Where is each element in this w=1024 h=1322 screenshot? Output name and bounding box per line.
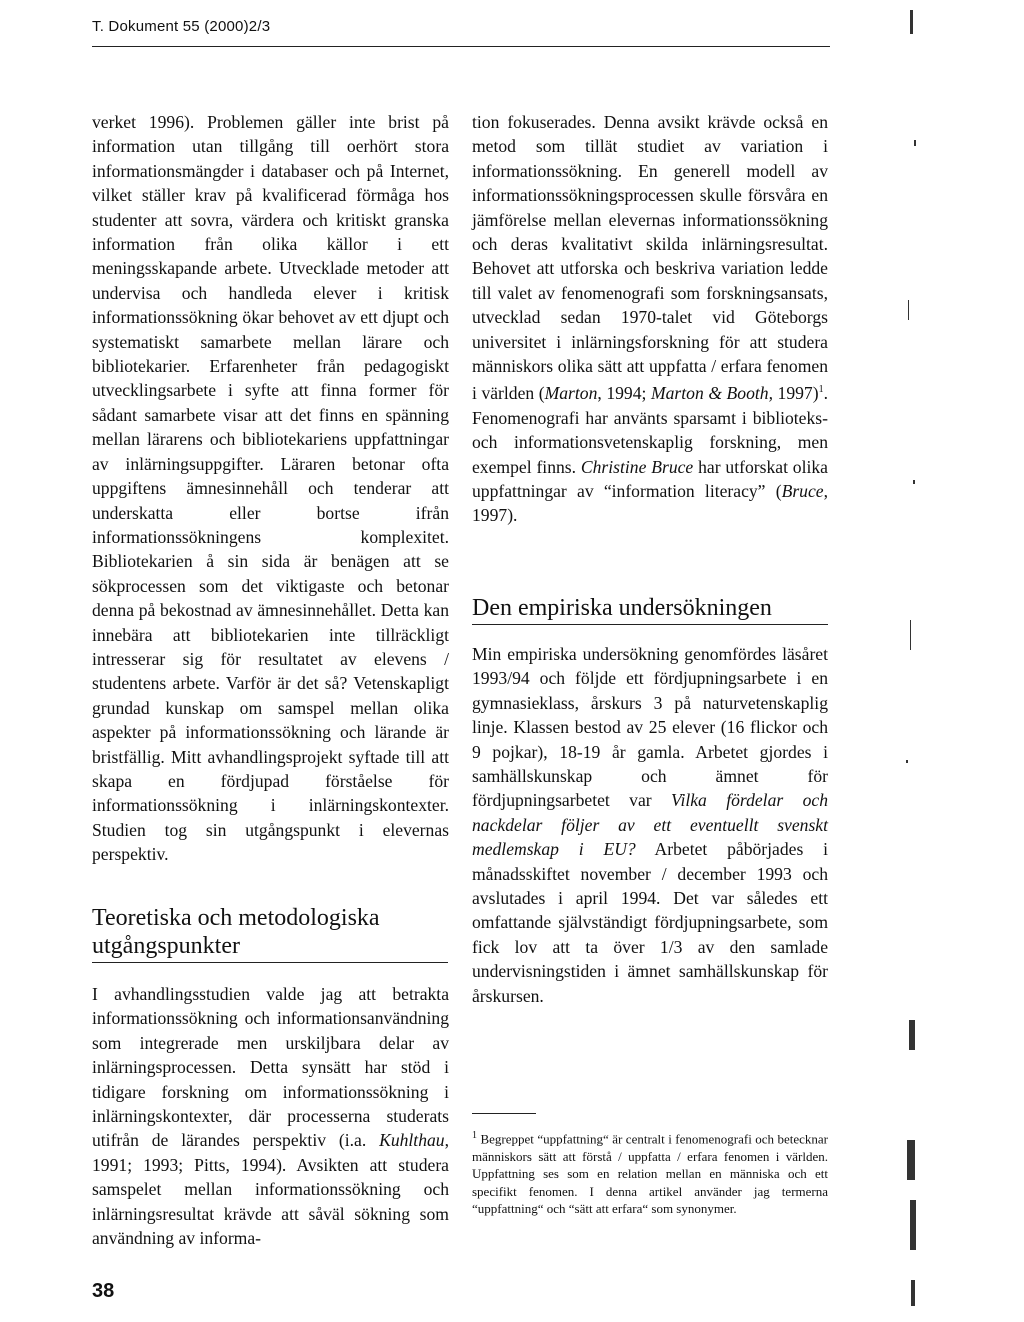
running-head: T. Dokument 55 (2000)2/3 xyxy=(92,18,271,35)
section-heading-rule xyxy=(472,624,828,625)
text-run: I avhandlingsstudien valde jag att betrakta informationssökning och informationsanvändning som integrerade men urskiljbara delar av inlärningsprocessen. Detta synsätt har stöd i tidigare forskning om informationssökning i inlärningskontexter, där processerna studerats utifrån de lärandes perspektiv (i.a. xyxy=(92,984,449,1151)
footnote xyxy=(472,1127,828,1218)
footnote-marker: 1 xyxy=(472,1130,477,1141)
right-column-paragraph-2 xyxy=(472,642,828,1008)
text-run: Arbetet påbörjades i månadsskiftet november / december 1993 och avslutades i april 1994. Det var således ett omfattande självständigt fördjupningsarbete, som fick lov att ta över 1/3 av den samlade undervisningstiden i ämnet samhällskunskap för årskursen. xyxy=(472,839,829,1006)
scan-edge-artifacts xyxy=(880,0,940,1322)
section-heading-rule xyxy=(92,962,448,963)
text-run: , 1991; 1993; Pitts, 1994). Avsikten att studera samspelet mellan informationssökning och inlärningsresultat krävde att såväl sökning som användning av informa- xyxy=(92,1130,449,1249)
text-run: . Fenomenografi har använts sparsamt i biblioteks- och informationsvetenskaplig forskning, men exempel finns. xyxy=(472,383,828,477)
citation-author: Marton xyxy=(544,383,598,404)
text-run: , 1997). xyxy=(472,480,828,526)
text-run: 1997) xyxy=(772,383,819,404)
citation-author: Christine Bruce xyxy=(580,456,694,477)
footnote-text: Begreppet “uppfattning“ är centralt i fenomenografi och betecknar människors sätt att förstå / uppfatta / erfara fenomen i världen. Uppfattning ses som en relation mellan en människa och ett specifikt fenomen. I denna artikel använder jag termerna “uppfattning“ och “sätt att erfara“ som synonymer. xyxy=(472,1131,828,1217)
right-column-paragraph-1 xyxy=(472,110,828,528)
citation-author: Bruce xyxy=(781,480,824,501)
page-number: 38 xyxy=(92,1280,115,1302)
text-run: , 1994; xyxy=(597,383,651,404)
paragraph-text: verket 1996). Problemen gäller inte brist på information utan tillgång till oerhört stora informationsmängder i databaser och på Internet, vilket ställer krav på kvalificerad förmåga hos studenter att sovra, värdera och kritiskt granska information från olika källor i ett meningsskapande arbete. Utvecklade metoder att undervisa och handleda elever i kritisk informationssökning ökar behovet av ett djupt och systematiskt samarbete mellan lärare och bibliotekarier. Erfarenheter från pedagogiskt utvecklingsarbete i syfte att finna former för sådant samarbete visar att det finns en spänning mellan lärarens och bibliotekariens uppfattningar av inlärningsuppgifter. Läraren betonar ofta uppgiftens ämnesinnehåll och tenderar att underskatta eller bortse ifrån informationssökningens komplexitet. Bibliotekarien å sin sida är benägen att se sökprocessen som det viktigaste och betonar denna på bekostnad av ämnesinnehållet. Detta kan innebära att bibliotekarien inte tillräckligt intresserar sig för resultatet av elevens / studentens arbete. Varför är det så? Vetenskapligt grundad kunskap om samspel mellan olika aspekter på informationssökning och lärande är bristfällig. Mitt avhandlingsprojekt syftade till att skapa en fördjupad förståelse för informationssökning i inlärningskontexter. Studien tog sin utgångspunkt i elevernas perspektiv. xyxy=(92,112,449,865)
left-column-paragraph-1 xyxy=(92,110,449,867)
citation-author: Kuhlthau xyxy=(379,1130,445,1151)
section-heading-empirical: Den empiriska undersökningen xyxy=(472,595,772,621)
footnote-rule xyxy=(472,1113,536,1114)
footnote-reference: 1 xyxy=(818,384,824,396)
paragraph-text xyxy=(92,982,449,1250)
text-run: Min empiriska undersökning genomfördes läsåret 1993/94 och följde ett fördjupningsarbete i en gymnasieklass, årskurs 3 på naturvetenskaplig linje. Klassen bestod av 25 elever (16 flickor och 9 pojkar), 18-19 år gamla. Arbetet gjordes i samhällskunskap och ämnet för fördjupningsarbetet var xyxy=(472,644,828,811)
left-column-paragraph-2 xyxy=(92,982,449,1250)
paragraph-text xyxy=(472,642,828,1008)
text-run: har utforskat olika uppfattningar av “information literacy” ( xyxy=(472,456,828,501)
italic-title: Vilka fördelar och nackdelar följer av ett eventuellt svenskt medlemskap i EU? xyxy=(472,790,828,860)
citation-author: Marton & Booth, xyxy=(650,383,773,404)
paragraph-text xyxy=(472,110,828,528)
header-rule xyxy=(92,46,830,47)
section-heading-theory: Teoretiska och metodologiska utgångspunkter xyxy=(92,905,380,959)
text-run: tion fokuserades. Denna avsikt krävde också en metod som tillät studiet av variation i informationssökning. En generell modell av informationssökningsprocessen skulle försvåra en jämförelse mellan elevernas informationssökning och deras kvalitativt skilda inlärningsresultat. Behovet att utforska och beskriva variation ledde till valet av fenomenografi som forskningsansats, utvecklad sedan 1970-talet vid Göteborgs universitet i inlärningsforskning för att studera människors olika sätt att uppfatta / erfara fenomen i världen ( xyxy=(472,112,828,404)
